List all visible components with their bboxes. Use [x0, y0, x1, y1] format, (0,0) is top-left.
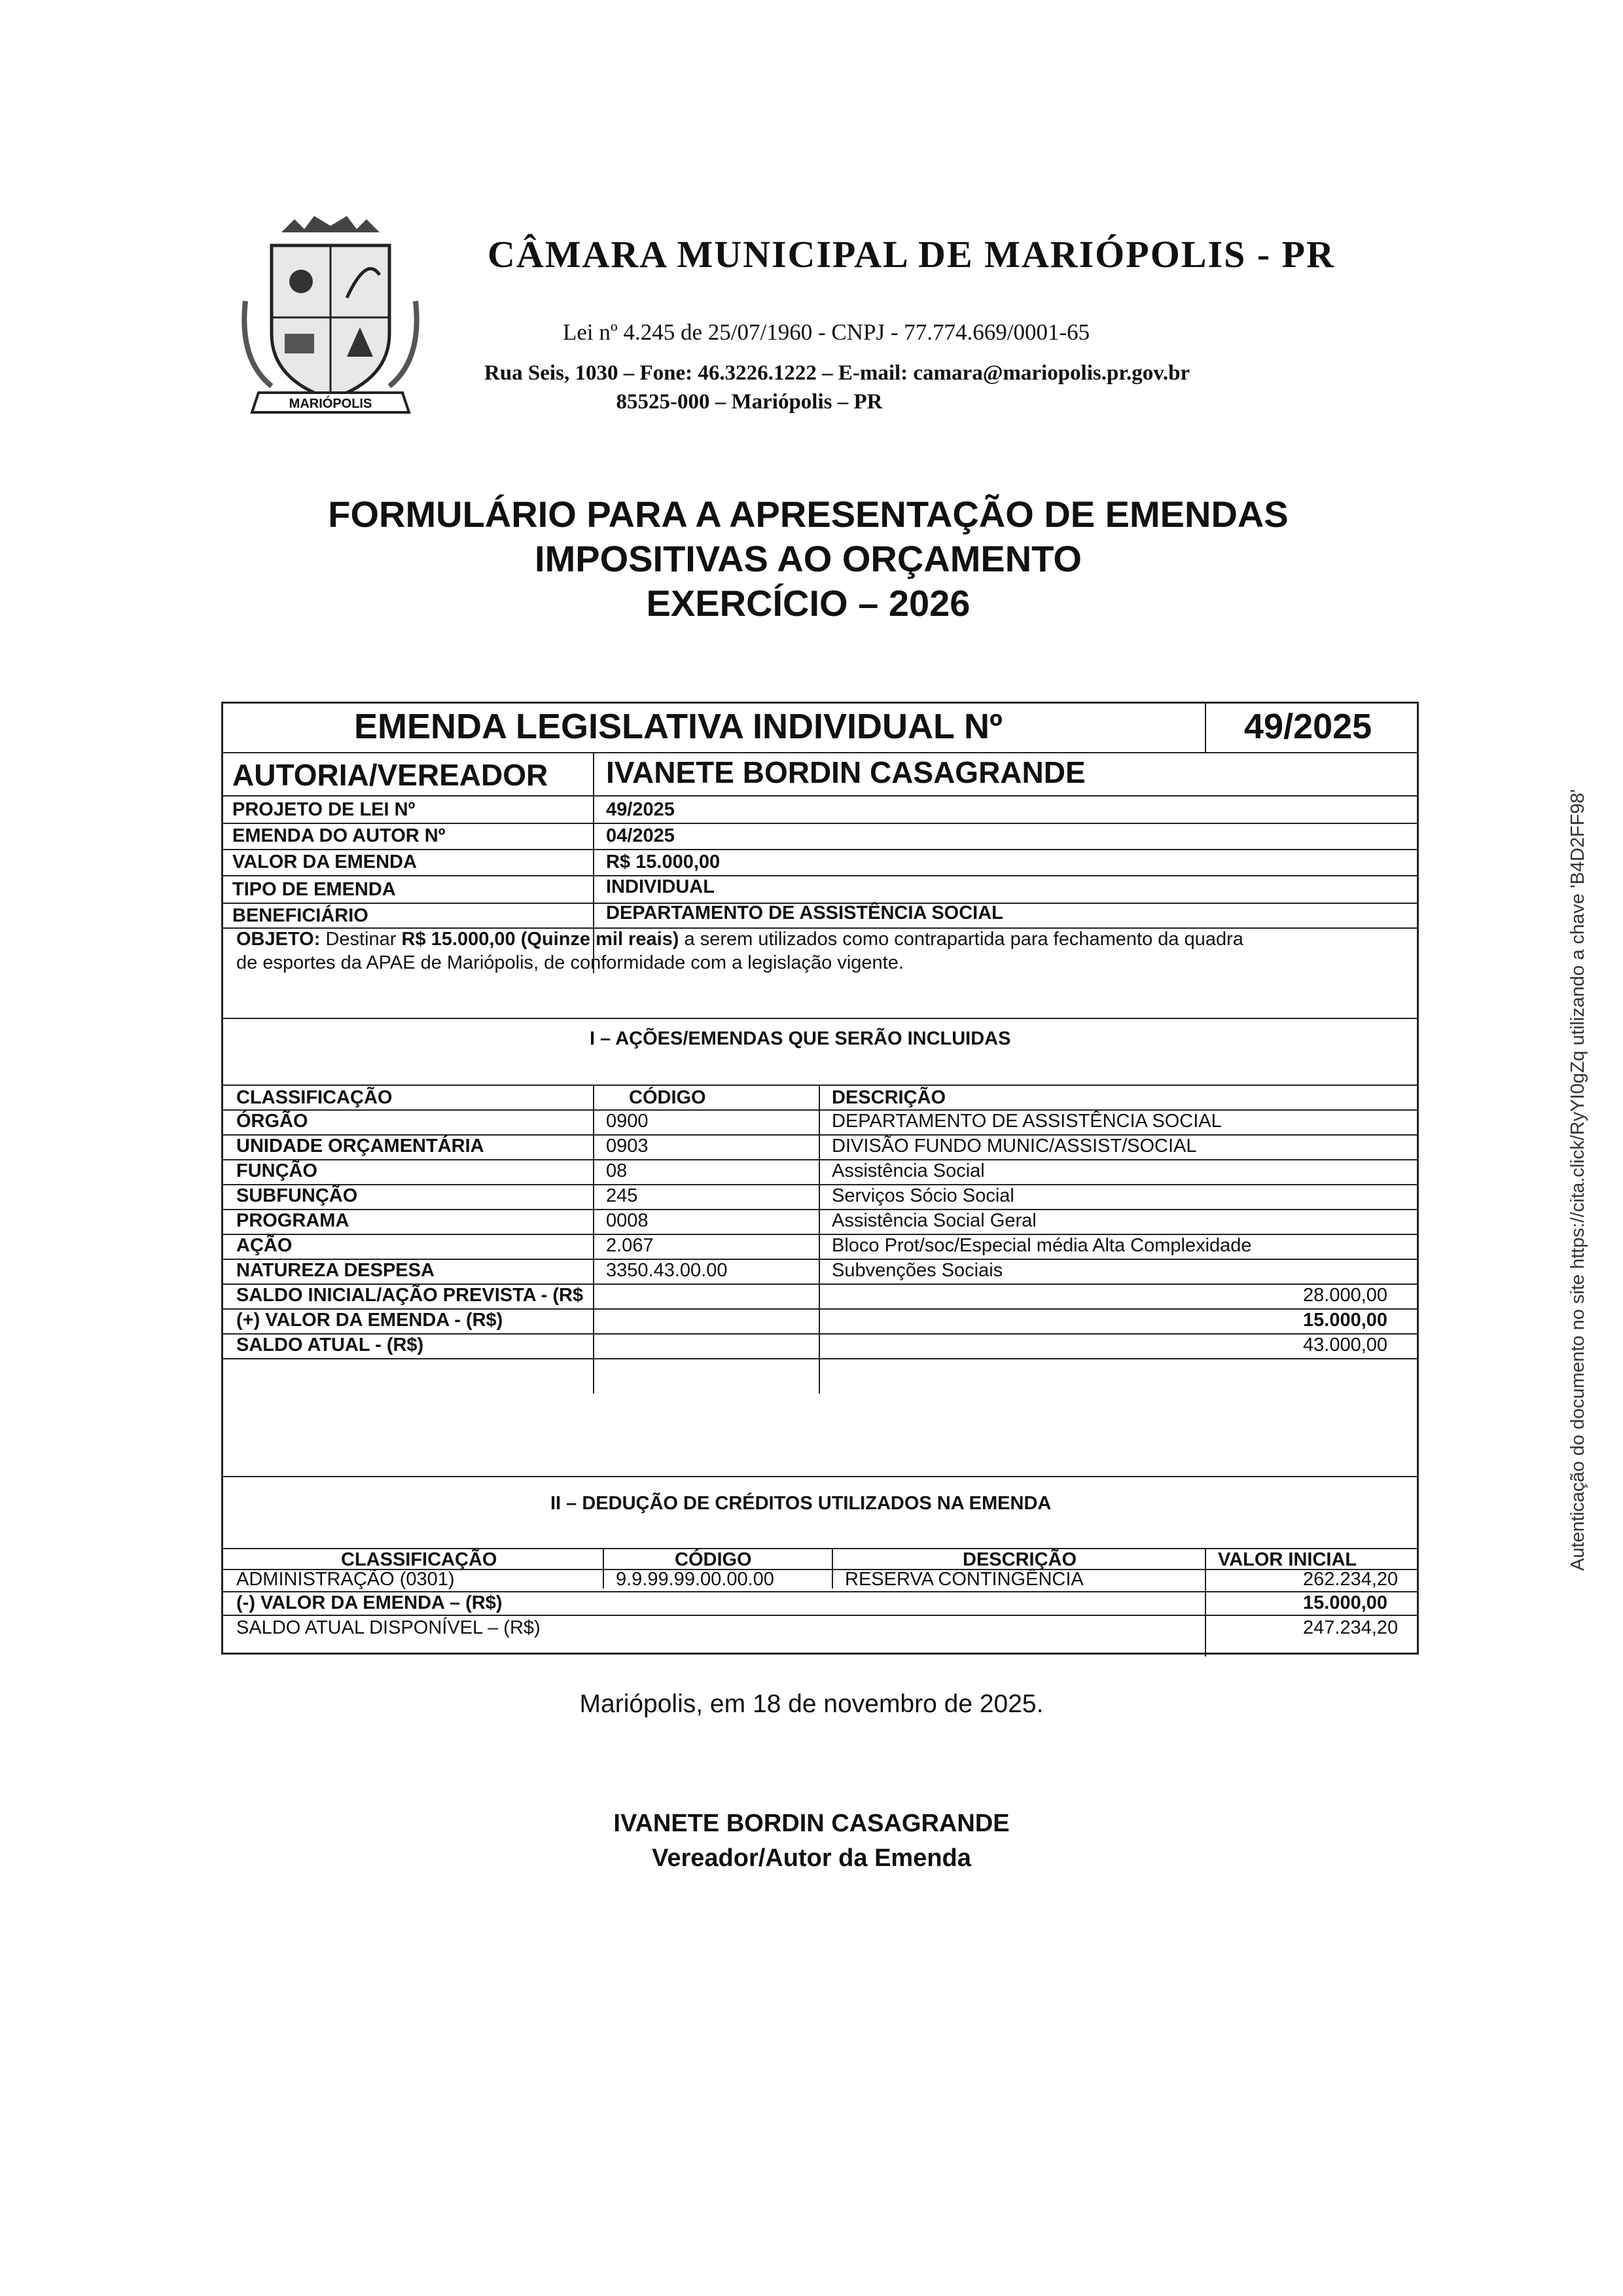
row-descricao: Assistência Social: [832, 1160, 985, 1181]
field-label: PROJETO DE LEI Nº: [232, 799, 416, 820]
objeto-amount: R$ 15.000,00 (Quinze mil reais): [401, 929, 679, 950]
deduction-total-value: 247.234,20: [1303, 1617, 1399, 1638]
row-descricao: Subvenções Sociais: [832, 1260, 1003, 1281]
field-value: 04/2025: [606, 825, 675, 846]
total-value: 28.000,00: [1303, 1285, 1388, 1306]
row-codigo: 3350.43.00.00: [606, 1260, 728, 1281]
total-label: SALDO ATUAL - (R$): [236, 1335, 424, 1355]
field-label: EMENDA DO AUTOR Nº: [232, 825, 446, 846]
section1-header-classificacao: CLASSIFICAÇÃO: [236, 1087, 393, 1108]
emenda-number: 49/2025: [1244, 707, 1372, 746]
emenda-form-table: [221, 702, 1419, 1655]
deduction-total-label: SALDO ATUAL DISPONÍVEL – (R$): [236, 1617, 541, 1638]
deduction-descricao: RESERVA CONTINGÊNCIA: [845, 1569, 1084, 1590]
objeto-text-post: a serem utilizados como contrapartida para fechamento da quadra: [684, 929, 1243, 950]
row-descricao: DIVISÃO FUNDO MUNIC/ASSIST/SOCIAL: [832, 1136, 1197, 1157]
row-codigo: 08: [606, 1160, 628, 1181]
crest-ribbon-text: MARIÓPOLIS: [289, 397, 372, 411]
row-classificacao: ÓRGÃO: [236, 1111, 308, 1132]
field-label: TIPO DE EMENDA: [232, 879, 396, 900]
deduction-valor: 262.234,20: [1303, 1569, 1399, 1590]
row-codigo: 245: [606, 1185, 638, 1206]
objeto-label: OBJETO:: [236, 929, 321, 950]
autoria-label: AUTORIA/VEREADOR: [232, 758, 548, 792]
row-codigo: 2.067: [606, 1235, 654, 1256]
total-label: SALDO INICIAL/AÇÃO PREVISTA - (R$: [236, 1285, 584, 1306]
autoria-value: IVANETE BORDIN CASAGRANDE: [606, 755, 1086, 789]
letterhead-city: 85525-000 – Mariópolis – PR: [616, 390, 883, 414]
deduction-total-value: 15.000,00: [1303, 1592, 1388, 1613]
section2-header-valor-inicial: VALOR INICIAL: [1218, 1549, 1357, 1570]
row-descricao: Serviços Sócio Social: [832, 1185, 1014, 1206]
row-codigo: 0008: [606, 1210, 649, 1231]
form-title-line2: IMPOSITIVAS AO ORÇAMENTO: [535, 538, 1082, 579]
section2-header-codigo: CÓDIGO: [675, 1549, 752, 1570]
row-classificacao: UNIDADE ORÇAMENTÁRIA: [236, 1136, 484, 1157]
row-classificacao: AÇÃO: [236, 1235, 293, 1256]
section2-header-descricao: DESCRIÇÃO: [963, 1549, 1077, 1570]
objeto-line1: [236, 929, 1243, 950]
objeto-text-pre: Destinar: [325, 929, 397, 950]
letterhead-address: Rua Seis, 1030 – Fone: 46.3226.1222 – E-mail: camara@mariopolis.pr.gov.br: [484, 361, 1190, 385]
row-descricao: Assistência Social Geral: [832, 1210, 1037, 1231]
signature-role: Vereador/Autor da Emenda: [652, 1844, 971, 1872]
total-value: 43.000,00: [1303, 1335, 1388, 1355]
section2-title: II – DEDUÇÃO DE CRÉDITOS UTILIZADOS NA EMENDA: [550, 1493, 1052, 1514]
row-classificacao: FUNÇÃO: [236, 1160, 318, 1181]
section1-header-codigo: CÓDIGO: [629, 1087, 706, 1108]
letterhead-title: CÂMARA MUNICIPAL DE MARIÓPOLIS - PR: [488, 233, 1335, 276]
row-classificacao: SUBFUNÇÃO: [236, 1185, 358, 1206]
letterhead-law-cnpj: Lei nº 4.245 de 25/07/1960 - CNPJ - 77.774.669/0001-65: [563, 319, 1090, 345]
form-title-line3: EXERCÍCIO – 2026: [646, 583, 971, 624]
field-value: R$ 15.000,00: [606, 852, 721, 872]
section2-header-classificacao: CLASSIFICAÇÃO: [341, 1549, 497, 1570]
total-value: 15.000,00: [1303, 1310, 1388, 1331]
row-codigo: 0900: [606, 1111, 649, 1132]
deduction-classificacao: ADMINISTRAÇÃO (0301): [236, 1569, 455, 1590]
row-codigo: 0903: [606, 1136, 649, 1157]
row-classificacao: PROGRAMA: [236, 1210, 349, 1231]
field-value: 49/2025: [606, 799, 675, 820]
field-label: VALOR DA EMENDA: [232, 852, 417, 872]
field-label: BENEFICIÁRIO: [232, 905, 368, 926]
field-value: INDIVIDUAL: [606, 876, 715, 897]
deduction-total-label: (-) VALOR DA EMENDA – (R$): [236, 1592, 503, 1613]
objeto-line2: de esportes da APAE de Mariópolis, de conformidade com a legislação vigente.: [236, 952, 904, 973]
total-label: (+) VALOR DA EMENDA - (R$): [236, 1310, 503, 1331]
authentication-note: Autenticação do documento no site https://cita.click/RyYI0gZq utilizando a chave 'B4D2FF98': [1567, 789, 1588, 1571]
deduction-codigo: 9.9.99.99.00.00.00: [616, 1569, 774, 1590]
row-descricao: Bloco Prot/soc/Especial média Alta Complexidade: [832, 1235, 1252, 1256]
emenda-header-label: EMENDA LEGISLATIVA INDIVIDUAL Nº: [354, 707, 1003, 746]
row-classificacao: NATUREZA DESPESA: [236, 1260, 435, 1281]
section1-title: I – AÇÕES/EMENDAS QUE SERÃO INCLUIDAS: [590, 1028, 1011, 1049]
signature-date: Mariópolis, em 18 de novembro de 2025.: [579, 1690, 1044, 1718]
field-value: DEPARTAMENTO DE ASSISTÊNCIA SOCIAL: [606, 903, 1003, 924]
signature-name: IVANETE BORDIN CASAGRANDE: [613, 1810, 1010, 1837]
row-descricao: DEPARTAMENTO DE ASSISTÊNCIA SOCIAL: [832, 1111, 1222, 1132]
section1-header-descricao: DESCRIÇÃO: [832, 1087, 946, 1108]
form-title-line1: FORMULÁRIO PARA A APRESENTAÇÃO DE EMENDAS: [328, 493, 1289, 535]
